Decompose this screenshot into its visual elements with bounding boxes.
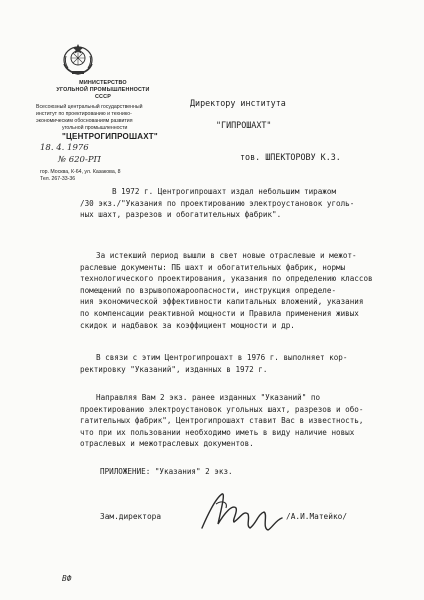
text-line: Направляя Вам 2 экз. ранее изданных "Указаний" по [96, 393, 321, 402]
text-line: по компенсации реактивной мощности и Правила применения живых [80, 308, 359, 318]
text-line: что при их пользовании необходимо иметь в виду наличие новых [80, 427, 355, 437]
phone-line: Тел. 267-33-36 [40, 176, 76, 182]
signatory-name: /А.И.Матейко/ [286, 512, 348, 521]
text-line: В связи с этим Центрогипрошахт в 1976 г. выполняет кор- [96, 353, 348, 362]
text-line: гатительных фабрик", Центрогипрошахт ставит Вас в известность, [80, 416, 364, 426]
text-line: За истекший период вышли в свет новые отраслевые и межот- [96, 251, 357, 260]
text-line: отраслевых и межотраслевых документов. [80, 439, 254, 449]
paragraph-1 [80, 186, 380, 221]
text-line: проектированию электроустановок угольных шахт, разрезов и обо- [80, 404, 364, 414]
attachment-line: ПРИЛОЖЕНИЕ: "Указания" 2 экз. [100, 467, 233, 476]
addressee-title: Директору института [190, 98, 286, 108]
institute-line: Всесоюзный центральный государственный [36, 104, 143, 110]
text-line: раслевые документы: ПБ шахт и обогатительных фабрик, нормы [80, 262, 346, 272]
paragraph-2 [80, 250, 380, 331]
text-line: ректировку "Указаний", изданных в 1972 г. [80, 364, 268, 374]
organization-address [40, 169, 180, 183]
ministry-header [42, 80, 164, 101]
organization-name: "ЦЕНТРОГИПРОШАХТ" [62, 132, 158, 141]
paragraph-4 [80, 392, 380, 450]
address-line: гор. Москва, К-64, ул. Казакова, 8 [40, 169, 121, 175]
institute-line: экономическим обоснованиям развития [36, 118, 133, 124]
text-line: технологического проектирования, указания по определению классов [80, 274, 373, 284]
addressee-name: тов. ШПЕКТОРОВУ К.З. [240, 152, 341, 162]
institute-line: институт по проектированию и технико- [36, 111, 132, 117]
letter-date: 18. 4. 1976 [40, 143, 89, 153]
ministry-line-3: СССР [94, 94, 112, 100]
institute-description [36, 104, 176, 132]
handwritten-signature [198, 484, 286, 540]
letter-number: № 620-РП [58, 155, 101, 165]
text-line: ния экономической эффективности капитальных вложений, указания [80, 297, 364, 307]
text-line: В 1972 г. Центрогипрошахт издал небольшим тиражом [112, 187, 337, 196]
signatory-title: Зам.директора [100, 512, 162, 521]
executor-initials: ВФ [62, 574, 72, 583]
text-line: /30 экз./"Указания по проектированию электроустановок уголь- [80, 198, 355, 208]
ministry-line-1: МИНИСТЕРСТВО [79, 80, 127, 86]
ministry-line-2: УГОЛЬНОЙ ПРОМЫШЛЕННОСТИ [56, 87, 150, 93]
text-line: ных шахт, разрезов и обогатительных фабрик". [80, 210, 282, 220]
text-line: скидок и надбавок за коэффициент мощности и др. [80, 320, 295, 330]
addressee-institute: "ГИПРОШАХТ" [216, 120, 272, 130]
state-emblem-icon [58, 42, 98, 78]
attachment-note [80, 466, 380, 478]
text-line: помещений по взрывопожароопасности, инструкция определе- [80, 285, 337, 295]
institute-line: угольной промышленности [62, 125, 128, 131]
paragraph-3 [80, 352, 380, 375]
